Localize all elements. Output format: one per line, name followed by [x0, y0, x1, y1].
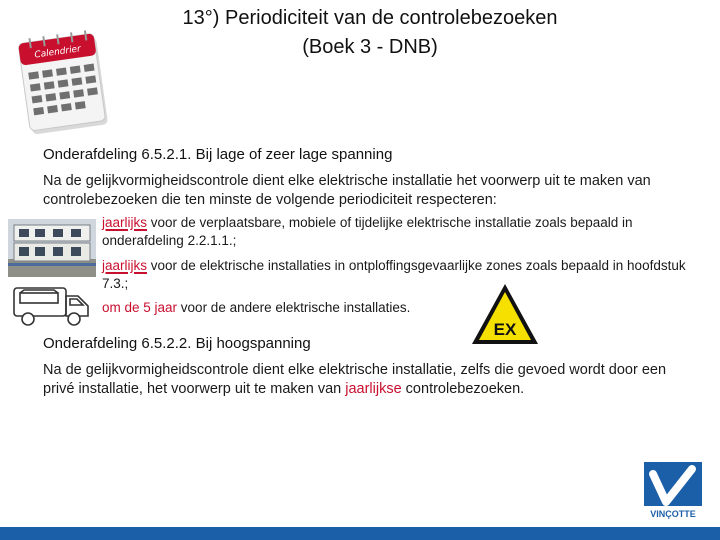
site-container-image [8, 219, 96, 277]
logo-label: VINÇOTTE [650, 509, 696, 519]
bullet-3 [102, 299, 692, 317]
title-line-2: (Boek 3 - DNB) [302, 36, 438, 58]
bullet-2-text: voor de elektrische installaties in ontploffingsgevaarlijke zones zoals bepaald in hoofdstuk 7.3.; [102, 258, 686, 291]
bullet-2-emphasis: jaarlijks [102, 258, 148, 273]
bullet-1-text: voor de verplaatsbare, mobiele of tijdelijke elektrische installatie zoals bepaald in onderafdeling 2.2.1.1.; [102, 215, 633, 248]
section2-text [43, 361, 683, 399]
bullet-1-emphasis: jaarlijks [102, 215, 148, 230]
calendar-icon [16, 28, 111, 138]
ex-sign-label: EX [493, 320, 517, 339]
bullet-1 [102, 214, 692, 250]
title-line-1: 13°) Periodiciteit van de controlebezoeken [182, 7, 558, 29]
bullet-3-emphasis: om de 5 jaar [102, 300, 178, 315]
section2-text-after: controlebezoeken. [401, 381, 525, 397]
section2-text-before: Na de gelijkvormigheidscontrole dient elke elektrische installatie, zelfs die gevoed wordt door een privé installatie, het voorwerp uit te maken van [43, 362, 667, 397]
section2-heading: Onderafdeling 6.5.2.2. Bij hoogspanning [43, 335, 311, 352]
ex-warning-sign [470, 282, 540, 346]
calendar-label: Calendrier [33, 44, 82, 61]
section2-emphasis: jaarlijkse [345, 381, 402, 397]
bullet-3-text: voor de andere elektrische installaties. [177, 300, 411, 315]
bullet-2 [102, 257, 692, 293]
footer-bar [0, 527, 720, 540]
section1-heading: Onderafdeling 6.5.2.1. Bij lage of zeer lage spanning [43, 146, 393, 163]
section1-intro: Na de gelijkvormigheidscontrole dient elke elektrische installatie het voorwerp uit te maken van controlebezoeken die ten minste de volgende periodiciteit respecteren: [43, 173, 651, 208]
vincotte-logo [644, 462, 702, 520]
page-title [80, 4, 660, 62]
food-truck-icon [10, 284, 92, 328]
